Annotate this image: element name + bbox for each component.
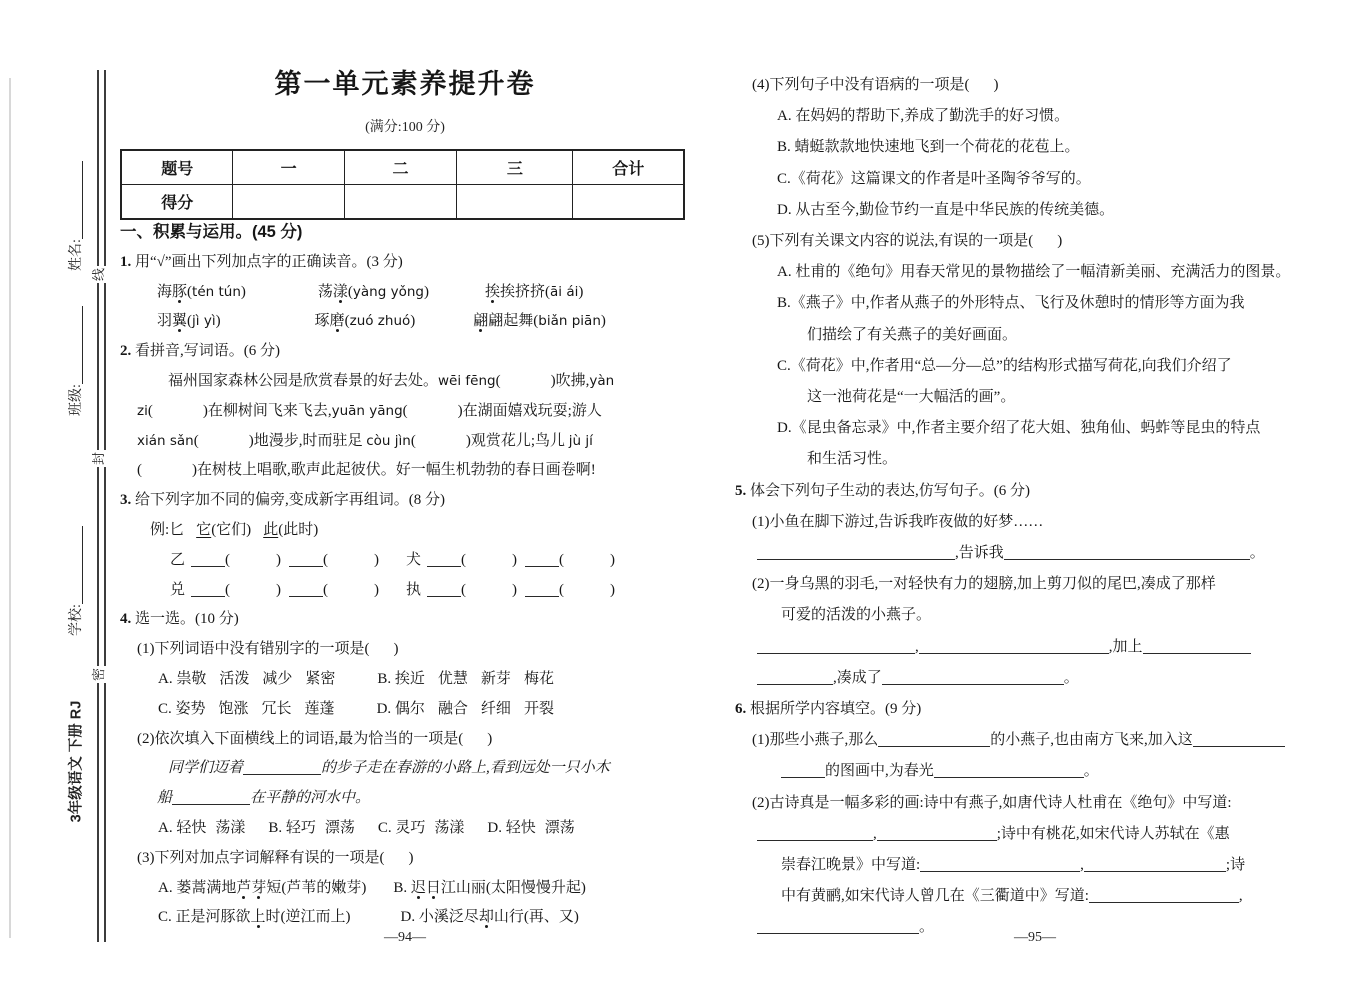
class-blank-line: [68, 306, 83, 384]
name-blank-line: [68, 161, 83, 239]
blank-line: [1084, 857, 1226, 872]
text-run: 2.: [120, 343, 132, 360]
page-fold-edge: [9, 78, 11, 938]
text-line: A. 在妈妈的帮助下,养成了勤洗手的好习惯。: [777, 108, 1070, 125]
text-line: 3. 给下列字加不同的偏旁,变成新字再组词。(8 分): [120, 492, 445, 509]
emphasized-char: 芽: [251, 879, 267, 896]
text-line: C.《荷花》这篇课文的作者是叶圣陶爷爷写的。: [777, 170, 1091, 187]
blank-line: [427, 552, 461, 567]
blank-line: [920, 857, 1080, 872]
blank-line: [757, 639, 915, 654]
blank-line: [781, 763, 825, 778]
seal-char-mi: 密: [87, 666, 108, 683]
emphasized-char: 上: [250, 909, 266, 926]
text-line: C. 正是河豚欲上时(逆江而上) D. 小溪泛尽却山行(再、又): [158, 909, 579, 926]
emphasized-char: 翩: [473, 313, 489, 330]
text-line: 同学们迈着 的步子走在春游的小路上,看到远处一只小木: [168, 760, 610, 777]
score-cell-total: [573, 185, 684, 220]
page-number-left: —94—: [384, 930, 426, 945]
student-name-field: [65, 151, 85, 281]
pinyin-text: yàng yǒng: [352, 283, 424, 300]
text-line: ( )在树枝上唱歌,歌声此起彼伏。好一幅生机勃勃的春日画卷啊!: [137, 462, 596, 479]
score-table: [120, 149, 685, 220]
text-line: xián sǎn( )地漫步,时而驻足 còu jìn( )观赏花儿;鸟儿 jù jí: [137, 432, 593, 449]
emphasized-char: 翼: [172, 313, 188, 330]
blank-line: [525, 582, 559, 597]
text-run: 3.: [120, 492, 132, 509]
student-class-field: [65, 291, 85, 431]
text-line: D.《昆虫备忘录》中,作者主要介绍了花大姐、独角仙、蚂蚱等昆虫的特点: [777, 420, 1261, 437]
pinyin-text: yuān yāng: [331, 402, 403, 419]
score-table-header-two: 二: [344, 150, 456, 185]
score-cell-two: [344, 185, 456, 220]
blank-line: [919, 639, 1109, 654]
score-table-header-row: [121, 150, 684, 185]
text-line: 中有黄鹂,如宋代诗人曾几在《三衢道中》写道: ,: [781, 888, 1243, 905]
text-line: 5. 体会下列句子生动的表达,仿写句子。(6 分): [735, 482, 1030, 499]
text-line: A. 轻快 荡漾 B. 轻巧 漂荡 C. 灵巧 荡漾 D. 轻快 漂荡: [158, 819, 575, 836]
text-line: A. 杜甫的《绝句》用春天常见的景物描绘了一幅清新美丽、充满活力的图景。: [777, 264, 1291, 281]
blank-line: [191, 552, 225, 567]
blank-line: [878, 732, 990, 747]
left-page-content: [120, 218, 690, 933]
text-line: (2)一身乌黑的羽毛,一对轻快有力的翅膀,加上剪刀似的尾巴,凑成了那样: [752, 576, 1216, 593]
underlined-char: 此: [263, 521, 279, 538]
blank-line: [427, 582, 461, 597]
text-line: zi( )在柳树间飞来飞去,yuān yāng( )在湖面嬉戏玩耍;游人: [137, 402, 602, 419]
pinyin-text: jù jí: [568, 432, 593, 449]
text-line: , ;诗中有桃花,如宋代诗人苏轼在《惠: [735, 819, 1335, 850]
text-run: 4.: [120, 611, 132, 628]
emphasized-char: 磨: [329, 313, 345, 330]
text-line: 们描绘了有关燕子的美好画面。: [807, 326, 1018, 343]
pinyin-text: zuó zhuó: [349, 313, 411, 330]
blank-line: [757, 670, 833, 685]
score-table-score-row: [121, 185, 684, 220]
score-cell-three: [457, 185, 573, 220]
seal-char-line: 线: [87, 266, 108, 283]
blank-line: [1004, 545, 1250, 560]
score-table-header-timu: 题号: [121, 150, 233, 185]
emphasized-char: 豚: [172, 283, 188, 300]
blank-line: [289, 582, 323, 597]
emphasized-char: 漾: [332, 283, 348, 300]
score-table-header-total: 合计: [573, 150, 684, 185]
blank-line: [1193, 732, 1285, 747]
blank-line: [877, 826, 997, 841]
exam-subtitle: (满分:100 分): [365, 120, 445, 135]
blank-line: [1089, 888, 1239, 903]
blank-line: [757, 545, 955, 560]
text-line: B. 蜻蜓款款地快速地飞到一个荷花的花苞上。: [777, 139, 1080, 156]
score-table-header-three: 三: [457, 150, 573, 185]
emphasized-char: 芦: [236, 879, 252, 896]
blank-line: [243, 760, 321, 775]
emphasized-char: 挨: [484, 283, 500, 300]
blank-line: [191, 582, 225, 597]
blank-line: [757, 826, 873, 841]
pinyin-text: còu jìn: [366, 432, 411, 449]
pinyin-text: zi: [137, 402, 148, 419]
emphasized-char: 日: [425, 879, 441, 896]
student-school-field: [65, 511, 85, 651]
text-line: (2)古诗真是一幅多彩的画:诗中有燕子,如唐代诗人杜甫在《绝句》中写道:: [752, 794, 1232, 811]
text-line: 6. 根据所学内容填空。(9 分): [735, 701, 922, 718]
text-line: (1)下列词语中没有错别字的一项是( ): [137, 641, 399, 658]
text-line: ,凑成了 。: [735, 663, 1335, 694]
text-line: 兑 ( ) ( ) 执 ( ) ( ): [170, 581, 616, 598]
text-line: A. 祟敬 活泼 减少 紧密 B. 挨近 优慧 新芽 梅花: [158, 670, 554, 687]
book-edition-label: 3年级语文 下册 RJ: [68, 700, 85, 823]
page-number-right: —95—: [1014, 930, 1056, 945]
text-line: 2. 看拼音,写词语。(6 分): [120, 343, 280, 360]
pinyin-text: tén tún: [192, 283, 241, 300]
exam-title: 第一单元素养提升卷: [274, 69, 536, 99]
right-page-content: [735, 70, 1335, 944]
pinyin-text: xián sǎn: [137, 432, 194, 449]
score-cell-one: [233, 185, 344, 220]
blank-line: [882, 670, 1064, 685]
text-line: C.《荷花》中,作者用“总—分—总”的结构形式描写荷花,向我们介绍了: [777, 357, 1232, 374]
text-line: 可爱的活泼的小燕子。: [781, 607, 932, 624]
emphasized-char: 却: [478, 909, 494, 926]
score-table-header-one: 一: [233, 150, 344, 185]
blank-line: [172, 790, 250, 805]
school-label: 学校:: [69, 604, 84, 636]
text-line: 。: [735, 912, 1335, 943]
text-line: 4. 选一选。(10 分): [120, 611, 239, 628]
text-line: ,告诉我 。: [735, 538, 1335, 569]
pinyin-text: wēi fēng: [438, 372, 496, 389]
blank-line: [525, 552, 559, 567]
text-line: A. 蒌蒿满地芦芽短(芦苇的嫩芽) B. 迟日江山丽(太阳慢慢升起): [158, 879, 586, 896]
text-run: 6.: [735, 701, 747, 718]
blank-line: [1143, 639, 1251, 654]
text-line: C. 姿势 饱涨 冗长 莲蓬 D. 偶尔 融合 纤细 开裂: [158, 700, 554, 717]
text-line: , ,加上: [735, 632, 1335, 663]
text-line: 羽翼(jì yì) 琢磨(zuó zhuó) 翩翩起舞(biǎn piān): [157, 313, 606, 330]
exam-page-right: [735, 60, 1335, 999]
text-line: 的图画中,为春光 。: [735, 756, 1335, 787]
text-line: 福州国家森林公园是欣赏春景的好去处。wēi fēng( )吹拂,yàn: [168, 372, 615, 389]
text-run: 1.: [120, 253, 132, 270]
text-line: (1)那些小燕子,那么 的小燕子,也由南方飞来,加入这: [735, 725, 1335, 756]
pinyin-text: yàn: [589, 372, 615, 389]
text-line: (4)下列句子中没有语病的一项是( ): [752, 77, 999, 93]
text-line: (3)下列对加点字词解释有误的一项是( ): [137, 849, 414, 866]
score-row-label: 得分: [121, 185, 233, 220]
text-line: 海豚(tén tún) 荡漾(yàng yǒng) 挨挨挤挤(āi ái): [157, 283, 584, 300]
text-line: 乙 ( ) ( ) 犬 ( ) ( ): [170, 551, 616, 568]
blank-line: [289, 552, 323, 567]
pinyin-text: jì yì: [192, 313, 216, 330]
pinyin-text: biǎn piān: [538, 313, 601, 330]
text-line: 一、积累与运用。(45 分): [120, 223, 303, 241]
text-line: (2)依次填入下面横线上的词语,最为恰当的一项是( ): [137, 730, 493, 747]
text-line: 1. 用“√”画出下列加点字的正确读音。(3 分): [120, 253, 403, 270]
text-line: 崇春江晚景》中写道: , ;诗: [781, 857, 1246, 874]
exam-page-left: [120, 60, 690, 999]
text-line: D. 从古至今,勤俭节约一直是中华民族的传统美德。: [777, 201, 1115, 218]
seal-char-feng: 封: [87, 450, 108, 467]
blank-line: [934, 763, 1084, 778]
text-line: 这一池荷花是“一大幅活的画”。: [807, 389, 1016, 406]
text-run: 5.: [735, 482, 747, 499]
text-line: 例:匕 它(它们) 此(此时): [150, 521, 319, 538]
text-line: B.《燕子》中,作者从燕子的外形特点、飞行及休憩时的情形等方面为我: [777, 295, 1245, 312]
pinyin-text: āi ái: [550, 283, 579, 300]
emphasized-char: 迟: [410, 879, 426, 896]
school-blank-line: [68, 526, 83, 604]
class-label: 班级:: [69, 384, 84, 416]
text-line: 和生活习性。: [807, 451, 898, 468]
underlined-char: 它: [196, 521, 212, 538]
text-line: 船 在平静的河水中。: [157, 790, 371, 807]
binding-fold-line: [97, 70, 106, 942]
name-label: 姓名:: [69, 239, 84, 271]
text-line: (5)下列有关课文内容的说法,有误的一项是( ): [752, 233, 1063, 250]
text-line: (1)小鱼在脚下游过,告诉我昨夜做的好梦……: [752, 513, 1044, 530]
